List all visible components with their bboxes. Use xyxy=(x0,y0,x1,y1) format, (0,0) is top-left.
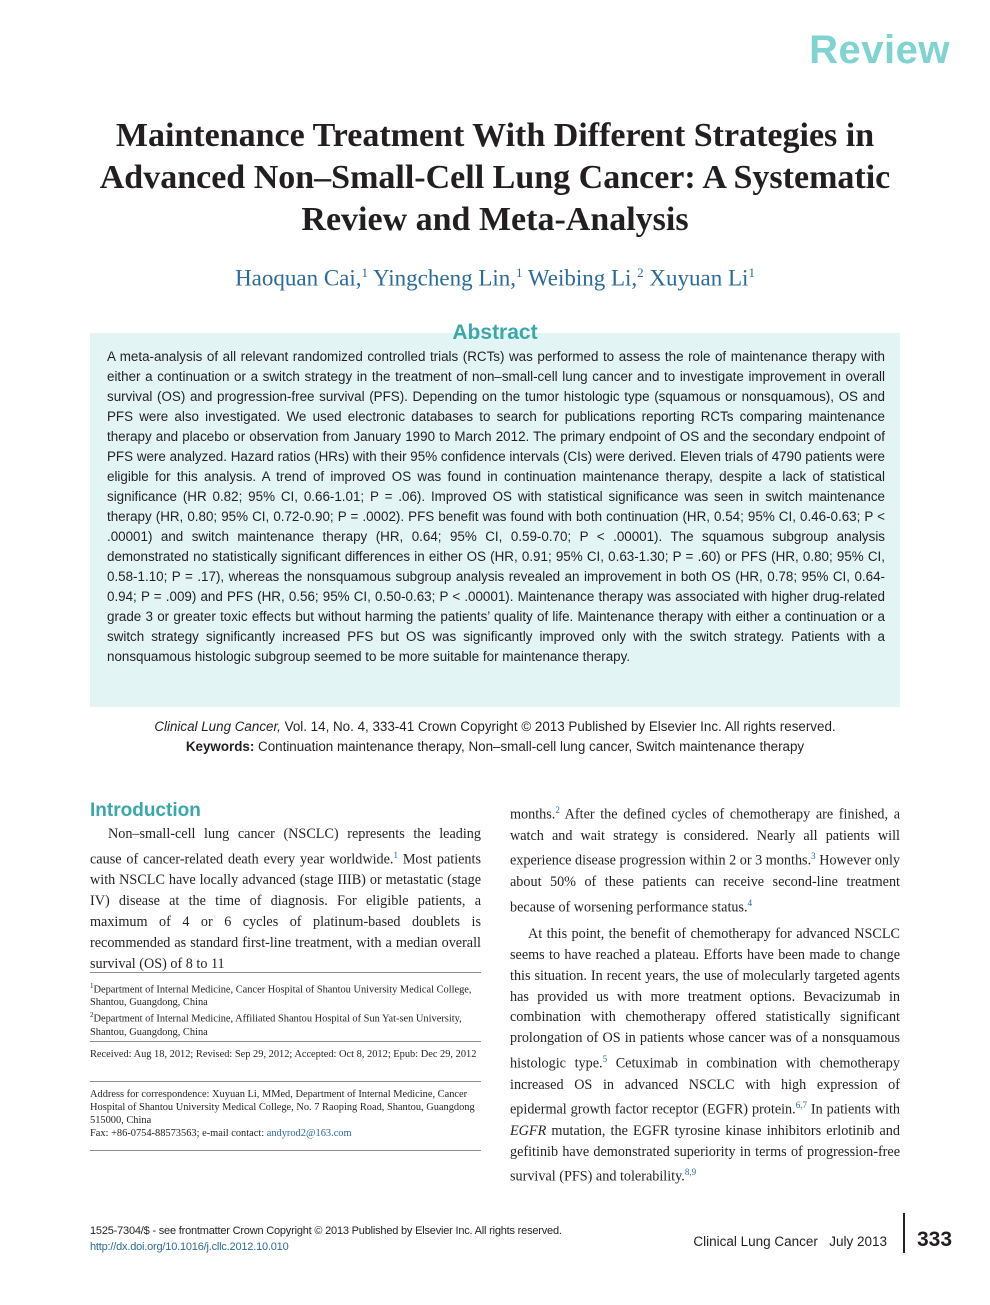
reference-link[interactable]: 6,7 xyxy=(795,1100,807,1111)
citation-details: Vol. 14, No. 4, 333-41 Crown Copyright © 2013 Published by Elsevier Inc. All rights reserved. xyxy=(280,719,836,734)
abstract-text: A meta-analysis of all relevant randomized controlled trials (RCTs) was performed to assess the role of maintenance therapy with either a continuation or a switch strategy in the treatment of non–small-cell lung cancer and to investigate improvement in overall survival (OS) and progression-free survival (PFS). Depending on the tumor histologic type (squamous or nonsquamous), OS and PFS were also investigated. We used electronic databases to search for publications reporting RCTs comparing maintenance therapy and placebo or observation from January 1990 to March 2012. The primary endpoint of OS and the secondary endpoint of PFS were analyzed. Hazard ratios (HRs) with their 95% confidence intervals (CIs) were derived. Eleven trials of 4790 patients were eligible for this analysis. A trend of improved OS was found in continuation maintenance therapy, despite a lack of statistical significance (HR 0.82; 95% CI, 0.66-1.01; P = .06). Improved OS with statistical significance was seen in switch maintenance therapy (HR, 0.80; 95% CI, 0.72-0.90; P = .0002). PFS benefit was found with both continuation (HR, 0.54; 95% CI, 0.46-0.63; P < .00001) and switch maintenance therapy (HR, 0.64; 95% CI, 0.59-0.70; P < .00001). The squamous subgroup analysis demonstrated no statistically significant differences in either OS (HR, 0.91; 95% CI, 0.63-1.30; P = .60) or PFS (HR, 0.80; 95% CI, 0.58-1.10; P = .17), whereas the nonsquamous subgroup analysis revealed an improvement in both OS (HR, 0.78; 95% CI, 0.64-0.94; P = .009) and PFS (HR, 0.56; 95% CI, 0.50-0.63; P < .00001). Maintenance therapy was associated with higher drug-related grade 3 or greater toxic effects but without harming the patients’ quality of life. Maintenance therapy with either a continuation or a switch strategy significantly increased PFS but OS was significantly improved only with the switch strategy. Patients with a nonsquamous histologic subgroup seemed to be more suitable for maintenance therapy. xyxy=(107,349,885,664)
keywords-label: Keywords: xyxy=(185,739,255,754)
keywords xyxy=(90,737,900,757)
body-paragraph: months.$^2$ After the defined cycles of chemotherapy are finished, a watch and wait strategy is considered. Nearly all patients will experience disease progression within 2 or 3 months.$^3$ However only about 50% of these patients can receive second-line treatment because of worsening performance status.$^4$ xyxy=(510,805,900,916)
footer-journal-name: Clinical Lung Cancer xyxy=(693,1234,818,1249)
fax-text: Fax: +86-0754-88573563; e-mail contact: xyxy=(90,1128,267,1139)
citation xyxy=(90,717,900,737)
reference-link[interactable]: 2 xyxy=(555,805,560,815)
author-affiliation: 2 xyxy=(637,265,644,280)
author[interactable]: Yingcheng Lin, xyxy=(372,265,517,291)
affiliation-footnotes: $^1$Department of Internal Medicine, Cancer Hospital of Shantou University Medical College, Shantou, Guangdong, China $^2$Department of Internal Medicine, Affiliated Shantou Hospital of Sun Yat-sen University, Shantou, Guangdong, China xyxy=(90,982,472,1038)
footnote-divider xyxy=(90,1081,481,1082)
affiliation-1: Department of Internal Medicine, Cancer Hospital of Shantou University Medical College, Shantou, Guangdong, China xyxy=(90,984,472,1009)
introduction-heading: Introduction xyxy=(90,800,201,821)
keywords-text: Continuation maintenance therapy, Non–small-cell lung cancer, Switch maintenance therapy xyxy=(254,739,805,754)
author-affiliation: 1 xyxy=(516,265,523,280)
reference-link[interactable]: 5 xyxy=(602,1053,608,1064)
reference-link[interactable]: 1 xyxy=(393,849,398,860)
author-affiliation: 1 xyxy=(748,265,755,280)
author-list xyxy=(60,265,930,292)
author[interactable]: Xuyuan Li xyxy=(649,265,749,291)
section-label: Review xyxy=(809,28,950,72)
footer-journal xyxy=(693,1234,887,1249)
author[interactable]: Weibing Li, xyxy=(527,265,638,291)
left-column xyxy=(90,800,481,974)
footnote-divider xyxy=(90,1150,481,1151)
footer-date: July 2013 xyxy=(829,1234,887,1249)
reference-link[interactable]: 8,9 xyxy=(684,1167,697,1178)
received-dates: Received: Aug 18, 2012; Revised: Sep 29, 2012; Accepted: Oct 8, 2012; Epub: Dec 29, 2012 xyxy=(90,1049,477,1060)
email-link[interactable]: andyrod2@163.com xyxy=(266,1128,352,1139)
issn-line: 1525-7304/$ - see frontmatter Crown Copyright © 2013 Published by Elsevier Inc. All rights reserved. xyxy=(90,1225,562,1237)
page-number: 333 xyxy=(917,1228,953,1251)
author-affiliation: 1 xyxy=(361,265,369,280)
citation-journal: Clinical Lung Cancer, xyxy=(154,719,281,734)
correspondence-address: Address for correspondence: Xuyuan Li, MMed, Department of Internal Medicine, Cancer Hospital of Shantou University Medical College, No. 7 Raoping Road, Shantou, Guangdong 515000, China xyxy=(90,1089,475,1126)
footnote-divider xyxy=(90,1041,481,1042)
footer-copyright xyxy=(90,1223,562,1255)
body-paragraph: At this point, the benefit of chemotherapy for advanced NSCLC seems to have reached a plateau. Efforts have been made to change this situation. In recent years, the use of molecularly targeted agents has provided us with more treatment options. Bevacizumab in combination with chemotherapy offered statistically significant prolongation of OS in patients whose cancer was of a nonsquamous histologic type.$^5$ Cetuximab in combination with chemotherapy increased OS in advanced NSCLC with high expression of epidermal growth factor receptor (EGFR) protein.$^{6,7}$ In patients with EGFR mutation, the EGFR tyrosine kinase inhibitors erlotinib and gefitinib have demonstrated superiority in terms of progression-free survival (PFS) and tolerability.$^{8,9}$ xyxy=(510,926,900,1186)
author[interactable]: Haoquan Cai, xyxy=(235,265,362,291)
footnote-divider xyxy=(90,972,481,973)
footer-separator xyxy=(903,1213,905,1253)
abstract-box xyxy=(90,321,900,707)
abstract-heading: Abstract xyxy=(452,321,538,344)
affiliation-2: Department of Internal Medicine, Affiliated Shantou Hospital of Sun Yat-sen University, Shantou, Guangdong, China xyxy=(90,1013,462,1038)
correspondence-footnote xyxy=(90,1088,481,1140)
body-paragraph: Non–small-cell lung cancer (NSCLC) represents the leading cause of cancer-related death every year worldwide.$^1$ Most patients with NSCLC have locally advanced (stage IIIB) or metastatic (stage IV) disease at the time of diagnosis. For eligible patients, a maximum of 4 or 6 cycles of platinum-based doublets is recommended as standard first-line treatment, with a median overall survival (OS) of 8 to 11 xyxy=(90,826,481,972)
doi-link[interactable]: http://dx.doi.org/10.1016/j.cllc.2012.10.010 xyxy=(90,1241,289,1253)
reference-link[interactable]: 3 xyxy=(811,851,816,862)
reference-link[interactable]: 4 xyxy=(747,897,753,908)
article-title: Maintenance Treatment With Different Strategies in Advanced Non–Small-Cell Lung Cancer: A Systematic Review and Meta-Analysis xyxy=(99,117,891,238)
right-column xyxy=(510,800,900,1188)
